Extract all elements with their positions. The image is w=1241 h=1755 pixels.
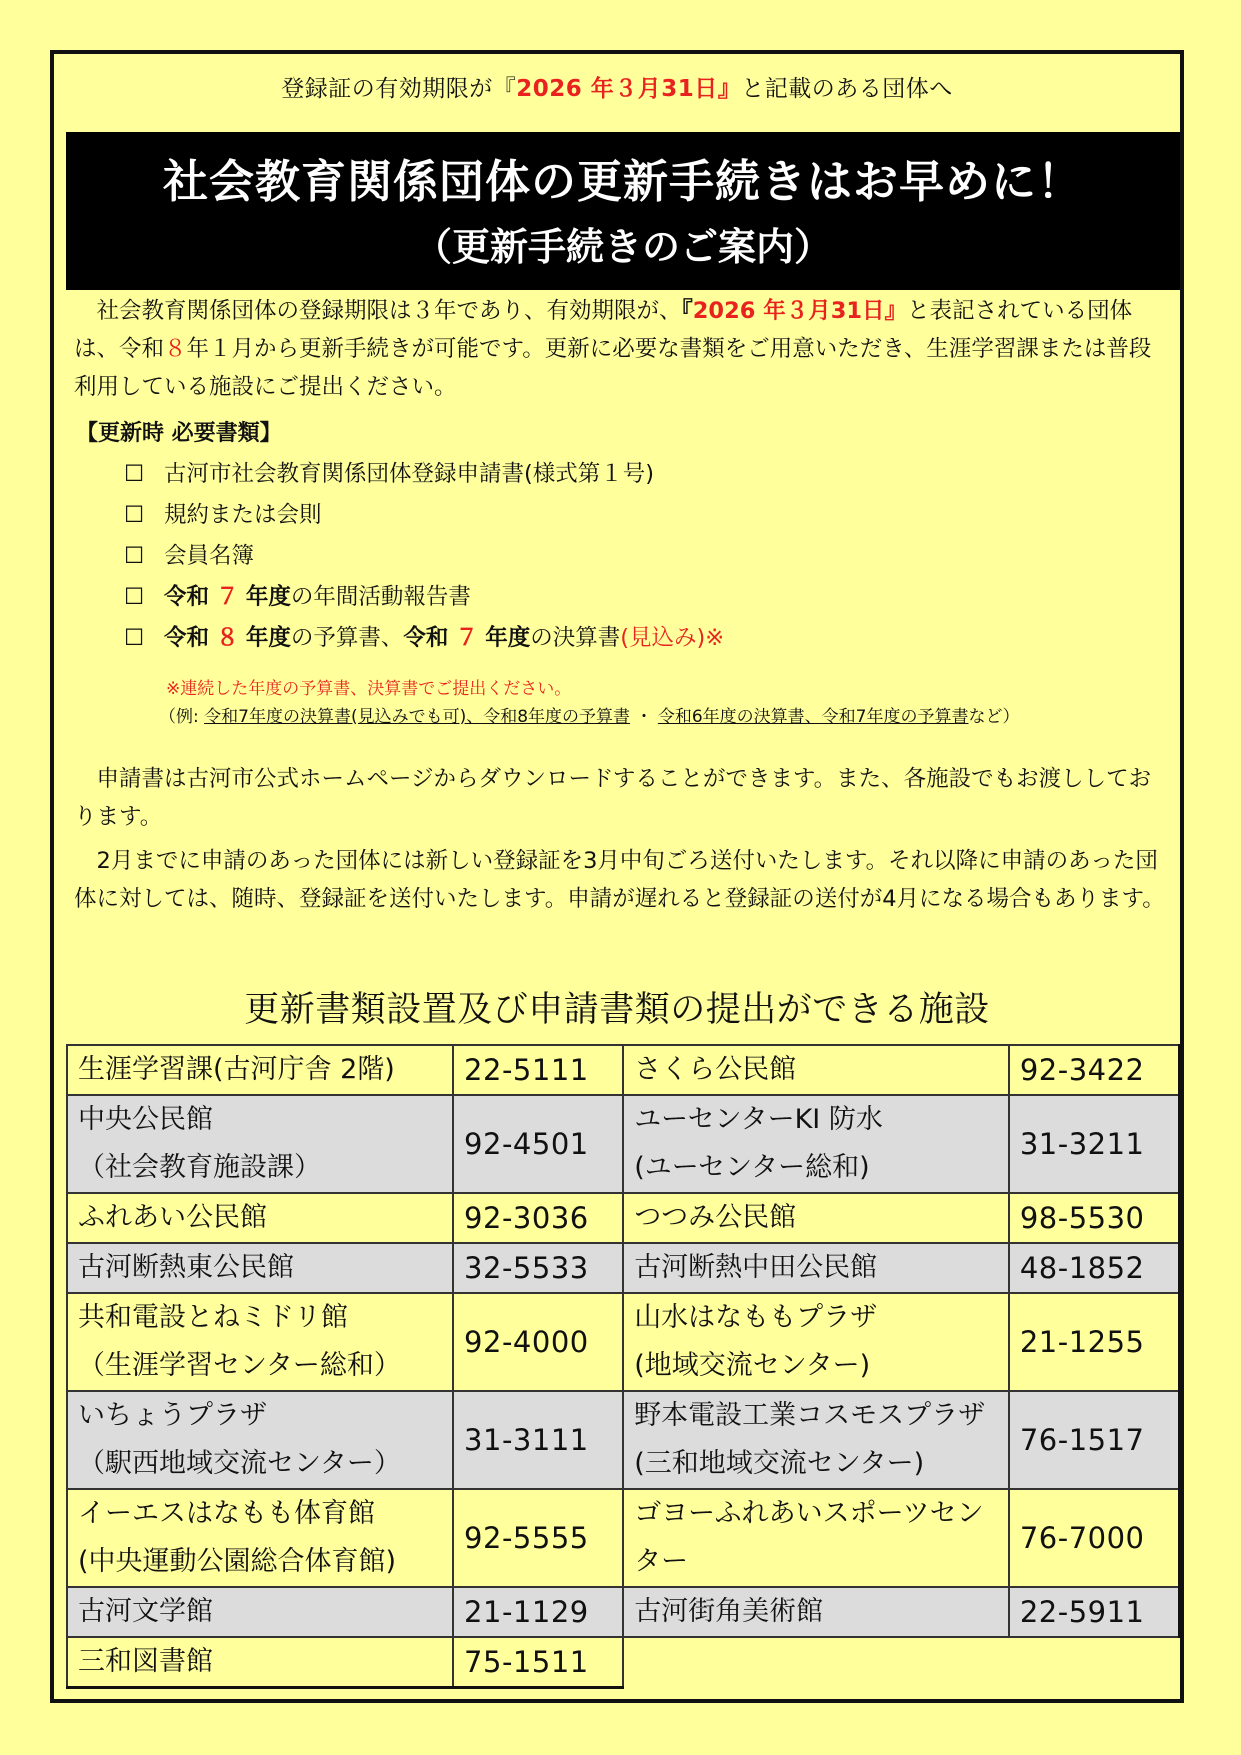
facility-name: 野本電設工業コスモスプラザ (三和地域交流センター) [623, 1391, 1009, 1489]
list-item [124, 454, 724, 495]
facility-phone: 92-3036 [453, 1193, 623, 1243]
example-suffix: など） [968, 707, 1020, 727]
item-label: 令和 [164, 625, 210, 651]
item-year: ７ [216, 584, 239, 610]
facility-name: 共和電設とねミドリ館 （生涯学習センター総和） [67, 1293, 453, 1391]
download-paragraph: 申請書は古河市公式ホームページからダウンロードすることができます。また、各施設でもお渡ししております。 [74, 766, 1152, 830]
intro-bracket: 『 [681, 298, 693, 324]
intro-text-3: 年１月から更新手続きが可能です。更新に必要な書類をご用意いただき、生涯学習課または普段利用している施設にご提出ください。 [74, 336, 1152, 400]
checkbox-icon: ☐ [124, 584, 145, 610]
table-row [67, 1587, 1180, 1637]
table-row [67, 1489, 1180, 1587]
item-label: 年度 [245, 584, 291, 610]
intro-paragraph [74, 292, 1170, 406]
table-row [67, 1095, 1180, 1193]
facility-phone: 21-1129 [453, 1587, 623, 1637]
requirements-note: ※連続した年度の予算書、決算書でご提出ください。 [166, 679, 572, 699]
item-label: の年間活動報告書 [290, 584, 471, 610]
facility-name: イーエスはなもも体育館 (中央運動公園総合体育館) [67, 1489, 453, 1587]
item-label: 古河市社会教育関係団体登録申請書(様式第１号) [164, 461, 655, 487]
intro-year: 2026 [692, 298, 756, 324]
facility-phone: 31-3211 [1009, 1095, 1180, 1193]
top-line-year: 2026 [516, 76, 583, 102]
example-1: 令和7年度の決算書(見込みでも可)、令和8年度の予算書 [204, 707, 631, 727]
facility-name: 中央公民館 （社会教育施設課） [67, 1095, 453, 1193]
facility-phone: 22-5111 [453, 1045, 623, 1095]
facility-name: ユーセンターKI 防水 (ユーセンター総和) [623, 1095, 1009, 1193]
facility-phone: 92-4501 [453, 1095, 623, 1193]
top-line-date: 年３月31日』 [582, 76, 742, 102]
list-item [124, 536, 724, 577]
item-label: 年度 [485, 625, 531, 651]
example-prefix: （例: [159, 707, 205, 727]
top-line-suffix: と記載のある団体へ [741, 76, 953, 102]
item-year: ７ [455, 625, 479, 651]
intro-reiwa-year: ８ [164, 336, 187, 362]
facility-phone: 76-1517 [1009, 1391, 1180, 1489]
facility-name: いちょうプラザ （駅西地域交流センター） [67, 1391, 453, 1489]
facility-phone: 92-5555 [453, 1489, 623, 1587]
intro-text-2: と表記されている団体は、令和 [74, 298, 1133, 362]
table-row [67, 1637, 1180, 1688]
title-banner [66, 132, 1180, 290]
intro-date: 年３月31日』 [755, 298, 908, 324]
checkbox-icon: ☐ [124, 502, 145, 528]
facility-name: 古河断熱東公民館 [67, 1243, 453, 1293]
checkbox-icon: ☐ [124, 461, 145, 487]
table-row [67, 1193, 1180, 1243]
facility-name: 三和図書館 [67, 1637, 453, 1688]
facility-name: ふれあい公民館 [67, 1193, 453, 1243]
table-row [67, 1391, 1180, 1489]
facility-phone: 92-3422 [1009, 1045, 1180, 1095]
facility-name: ゴヨーふれあいスポーツセンター [623, 1489, 1009, 1587]
page-subtitle: （更新手続きのご案内） [413, 225, 832, 269]
requirements-example [159, 702, 1020, 727]
item-label: 令和 [164, 584, 210, 610]
item-label: 会員名簿 [164, 543, 255, 569]
top-line-text: 登録証の有効期限が『 [281, 76, 517, 102]
item-label: の予算書、 [290, 625, 404, 651]
item-label: 規約または会則 [164, 502, 322, 528]
facility-phone: 21-1255 [1009, 1293, 1180, 1391]
facility-name: 山水はなももプラザ (地域交流センター) [623, 1293, 1009, 1391]
table-row [67, 1045, 1180, 1095]
notice-frame [50, 50, 1184, 1703]
item-note-mark: (見込み)※ [620, 625, 725, 651]
facility-phone: 75-1511 [453, 1637, 623, 1688]
facility-phone: 98-5530 [1009, 1193, 1180, 1243]
facilities-title: 更新書類設置及び申請書類の提出ができる施設 [244, 990, 990, 1030]
facility-phone: 32-5533 [453, 1243, 623, 1293]
empty-cell [623, 1637, 1179, 1688]
facility-name: つつみ公民館 [623, 1193, 1009, 1243]
facility-phone: 31-3111 [453, 1391, 623, 1489]
requirements-list [124, 454, 724, 659]
top-line [54, 70, 1180, 103]
example-2: 令和6年度の決算書、令和7年度の予算書 [657, 707, 969, 727]
requirements-heading: 【更新時 必要書類】 [76, 421, 282, 446]
checkbox-icon: ☐ [124, 543, 145, 569]
item-label: 年度 [245, 625, 291, 651]
intro-text-1: 社会教育関係団体の登録期限は３年であり、有効期限が、 [74, 298, 682, 324]
facility-name: 生涯学習課(古河庁舎 2階) [67, 1045, 453, 1095]
item-label: の決算書 [530, 625, 621, 651]
example-separator: ・ [630, 707, 658, 727]
facility-phone: 92-4000 [453, 1293, 623, 1391]
facility-name: 古河街角美術館 [623, 1587, 1009, 1637]
list-item [124, 618, 724, 659]
facilities-table [66, 1044, 1181, 1689]
list-item [124, 495, 724, 536]
item-year: ８ [216, 625, 239, 651]
checkbox-icon: ☐ [124, 625, 145, 651]
facility-phone: 48-1852 [1009, 1243, 1180, 1293]
list-item [124, 577, 724, 618]
table-row [67, 1293, 1180, 1391]
page-title: 社会教育関係団体の更新手続きはお早めに！ [162, 155, 1083, 208]
facility-name: 古河文学館 [67, 1587, 453, 1637]
facility-name: 古河断熱中田公民館 [623, 1243, 1009, 1293]
item-label: 令和 [403, 625, 449, 651]
table-row [67, 1243, 1180, 1293]
facility-phone: 76-7000 [1009, 1489, 1180, 1587]
facility-name: さくら公民館 [623, 1045, 1009, 1095]
shipping-paragraph: 2月までに申請のあった団体には新しい登録証を3月中旬ごろ送付いたします。それ以降に申請のあった団体に対しては、随時、登録証を送付いたします。申請が遅れると登録証の送付が4月になる場合もあります。 [74, 848, 1165, 912]
facility-phone: 22-5911 [1009, 1587, 1180, 1637]
